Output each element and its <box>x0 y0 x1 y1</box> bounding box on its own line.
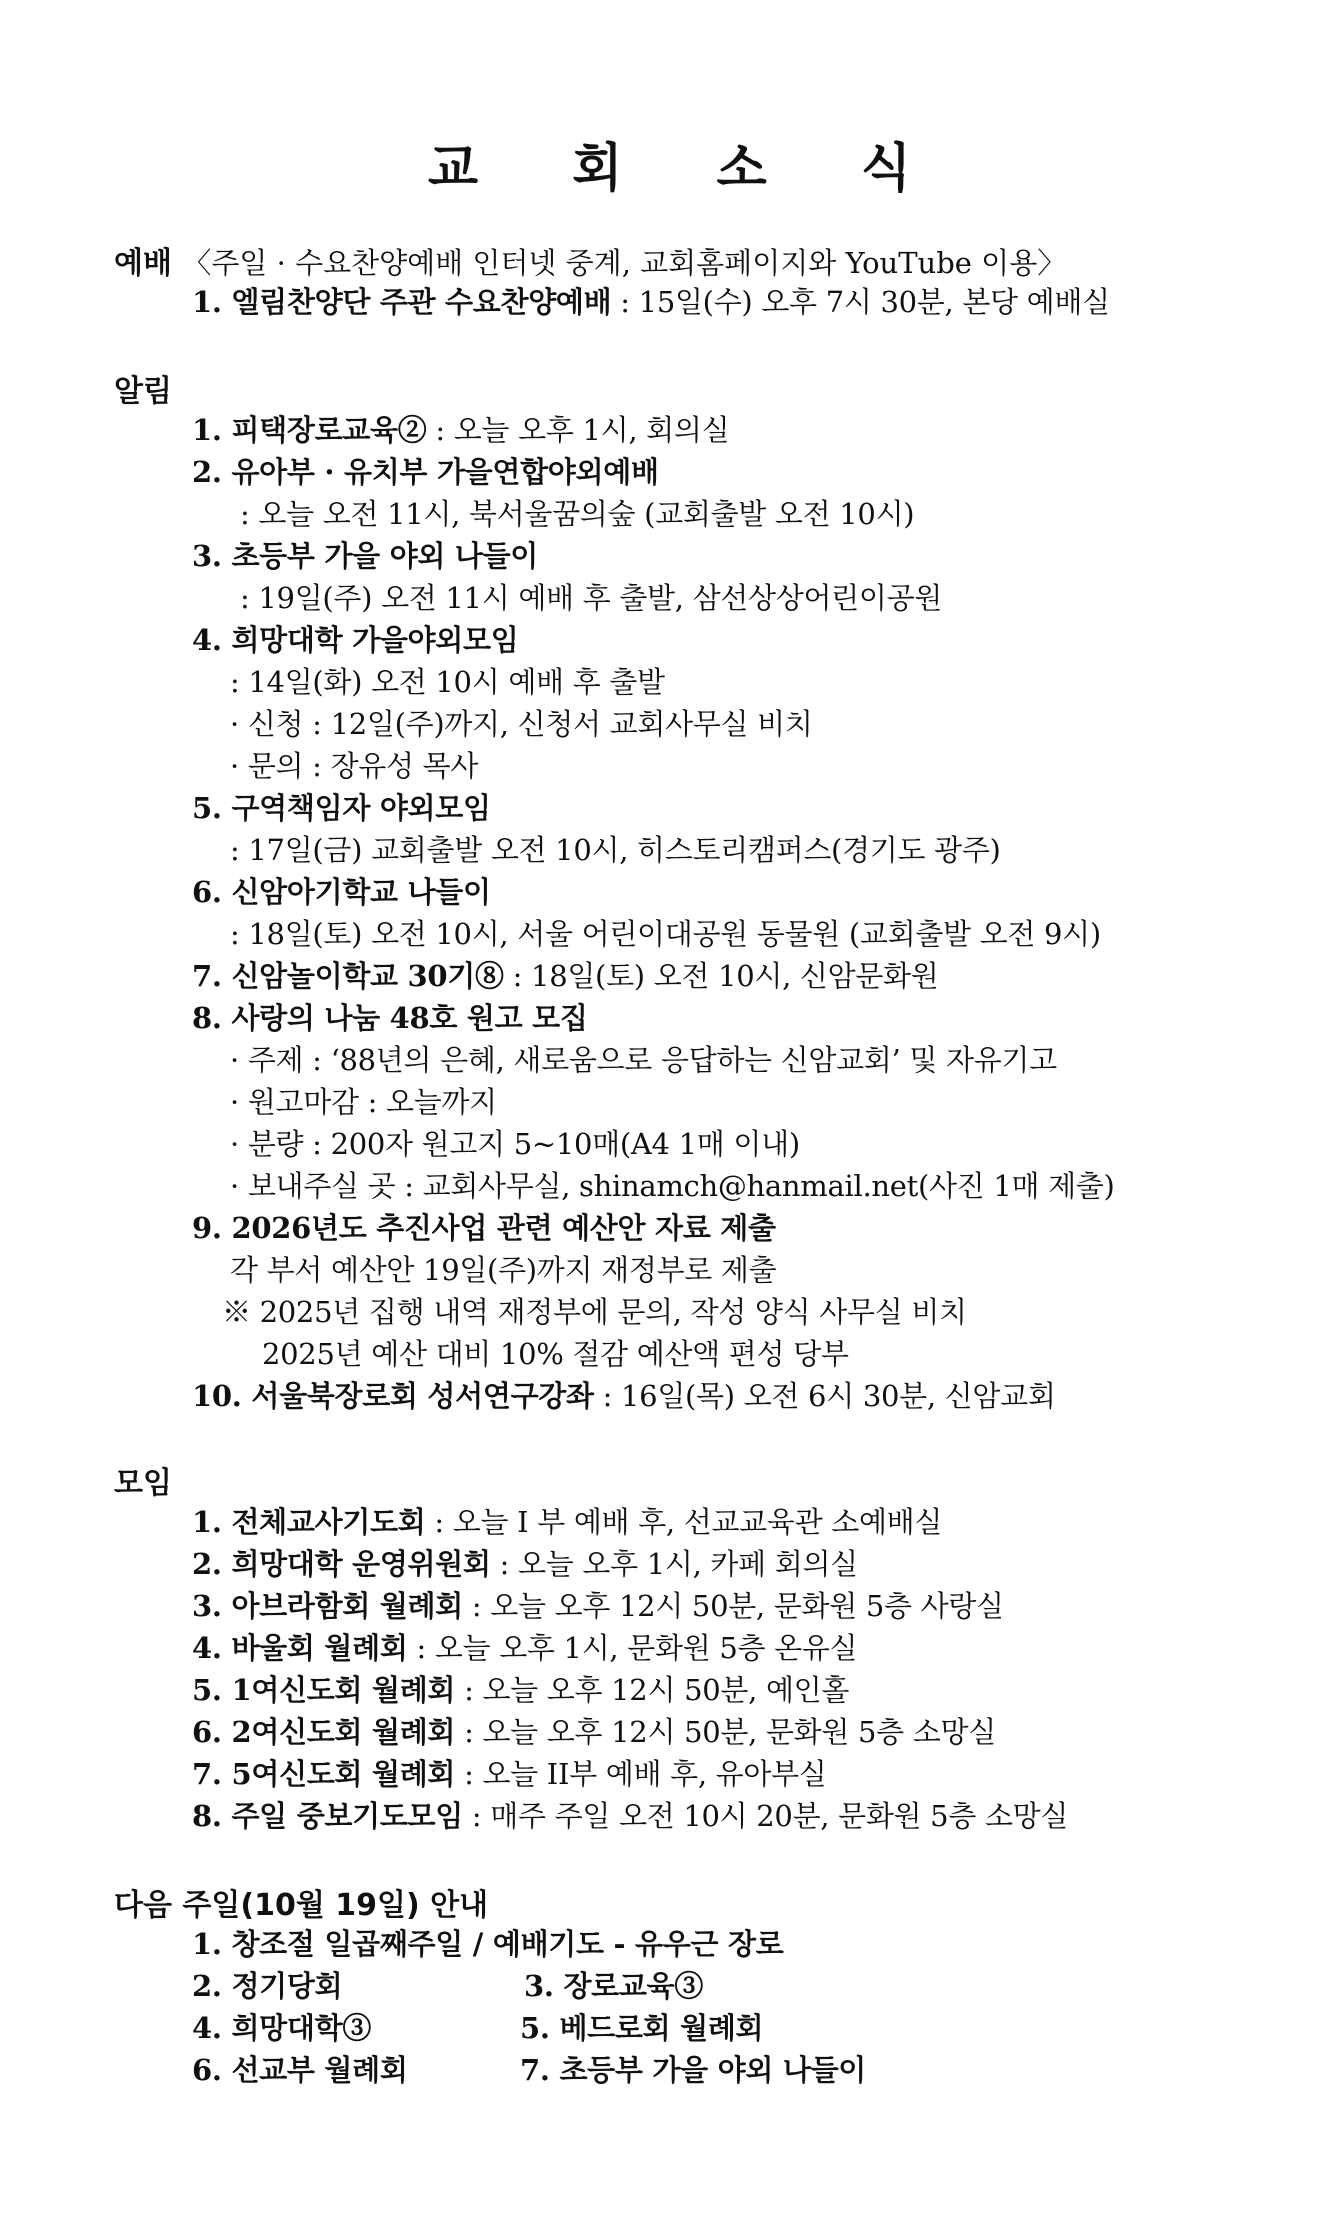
next-sunday-item: 3. 장로교육③ <box>524 1969 704 2003</box>
meeting-text: : 오늘 오후 1시, 카페 회의실 <box>490 1547 858 1581</box>
meeting-line <box>192 1626 857 1667</box>
worship-note: 〈주일 · 수요찬양예배 인터넷 중계, 교회홈페이지와 YouTube 이용〉 <box>182 246 1067 280</box>
meeting-title: 3. 아브라함회 월례회 <box>192 1589 463 1623</box>
notice-title: 10. 서울북장로회 성서연구강좌 <box>192 1379 594 1413</box>
section-meetings-heading: 모임 <box>114 1466 172 1501</box>
notice-text: · 문의 : 장유성 목사 <box>230 749 479 783</box>
notice-text: ※ 2025년 집행 내역 재정부에 문의, 작성 양식 사무실 비치 <box>222 1295 967 1329</box>
notice-detail <box>230 1122 800 1163</box>
notice-detail <box>230 660 665 701</box>
meeting-title: 1. 전체교사기도회 <box>192 1505 426 1539</box>
meeting-line <box>192 1584 1004 1625</box>
notice-text: : 19일(주) 오전 11시 예배 후 출발, 삼선상상어린이공원 <box>240 581 943 615</box>
notice-text: : 18일(토) 오전 10시, 신암문화원 <box>503 959 939 993</box>
notice-text: : 오늘 오후 1시, 회의실 <box>426 413 730 447</box>
meeting-text: : 매주 주일 오전 10시 20분, 문화원 5층 소망실 <box>462 1799 1069 1833</box>
meeting-title: 7. 5여신도회 월례회 <box>192 1757 456 1791</box>
section-worship-heading <box>114 238 1066 282</box>
notice-detail <box>230 744 478 785</box>
meeting-title: 5. 1여신도회 월례회 <box>192 1673 456 1707</box>
notice-line <box>192 870 491 911</box>
meeting-line <box>192 1710 996 1751</box>
notice-line <box>192 954 939 995</box>
notice-text: 2025년 예산 대비 10% 절감 예산액 편성 당부 <box>262 1337 849 1371</box>
page-title: 교 회 소 식 <box>427 139 950 199</box>
next-sunday-item: 1. 창조절 일곱째주일 / 예배기도 - 유우근 장로 <box>192 1927 784 1961</box>
section-notices-heading: 알림 <box>114 374 172 409</box>
notice-text: · 보내주실 곳 : 교회사무실, shinamch@hanmail.net(사진 1매 제출) <box>230 1169 1115 1203</box>
notice-text: · 주제 : ‘88년의 은혜, 새로움으로 응답하는 신암교회’ 및 자유기고 <box>230 1043 1057 1077</box>
notice-detail <box>230 912 1101 953</box>
notice-line <box>192 450 659 491</box>
meeting-text: : 오늘 I 부 예배 후, 선교교육관 소예배실 <box>425 1505 943 1539</box>
meeting-text: : 오늘 오후 1시, 문화원 5층 온유실 <box>407 1631 858 1665</box>
next-sunday-item: 6. 선교부 월례회 <box>192 2053 408 2087</box>
notice-title: 1. 피택장로교육② <box>192 413 427 447</box>
next-sunday-item: 4. 희망대학③ <box>192 2011 372 2045</box>
worship-heading: 예배 <box>114 246 172 281</box>
notice-detail <box>230 1164 1115 1205</box>
worship-item-title: 1. 엘림찬양단 주관 수요찬양예배 <box>192 285 612 319</box>
meeting-title: 8. 주일 중보기도모임 <box>192 1799 463 1833</box>
notice-title: 3. 초등부 가을 야외 나들이 <box>192 539 538 573</box>
notice-text: : 18일(토) 오전 10시, 서울 어린이대공원 동물원 (교회출발 오전 9시) <box>230 917 1101 951</box>
notice-title: 8. 사랑의 나눔 48호 원고 모집 <box>192 1001 588 1035</box>
next-sunday-item: 2. 정기당회 <box>192 1969 343 2003</box>
notice-text: · 분량 : 200자 원고지 5~10매(A4 1매 이내) <box>230 1127 800 1161</box>
notice-line <box>192 996 588 1037</box>
notice-title: 7. 신암놀이학교 30기⑧ <box>192 959 504 993</box>
notice-line <box>192 618 518 659</box>
meeting-line <box>192 1668 849 1709</box>
notice-detail <box>240 576 942 617</box>
meeting-title: 6. 2여신도회 월례회 <box>192 1715 456 1749</box>
notice-line <box>192 1374 1056 1415</box>
notice-detail <box>230 702 813 743</box>
notice-text: · 원고마감 : 오늘까지 <box>230 1085 497 1119</box>
meeting-text: : 오늘 II부 예배 후, 유아부실 <box>455 1757 827 1791</box>
next-sunday-item: 5. 베드로회 월례회 <box>520 2011 764 2045</box>
worship-item-text: : 15일(수) 오후 7시 30분, 본당 예배실 <box>611 285 1110 319</box>
notice-title: 6. 신암아기학교 나들이 <box>192 875 491 909</box>
notice-text: : 16일(목) 오전 6시 30분, 신암교회 <box>593 1379 1056 1413</box>
meeting-line <box>192 1752 827 1793</box>
notice-detail <box>240 492 914 533</box>
notice-detail <box>222 1290 967 1331</box>
notice-title: 2. 유아부 · 유치부 가을연합야외예배 <box>192 455 659 489</box>
notice-detail <box>230 1080 497 1121</box>
notice-detail <box>230 828 1001 869</box>
section-next-sunday-heading: 다음 주일(10월 19일) 안내 <box>114 1888 489 1923</box>
notice-text: : 14일(화) 오전 10시 예배 후 출발 <box>230 665 665 699</box>
meeting-title: 2. 희망대학 운영위원회 <box>192 1547 491 1581</box>
meeting-line <box>192 1542 858 1583</box>
notice-title: 4. 희망대학 가을야외모임 <box>192 623 519 657</box>
meeting-text: : 오늘 오후 12시 50분, 문화원 5층 소망실 <box>455 1715 996 1749</box>
next-sunday-item: 7. 초등부 가을 야외 나들이 <box>520 2053 866 2087</box>
worship-item <box>192 280 1110 321</box>
notice-line <box>192 534 538 575</box>
notice-text: : 17일(금) 교회출발 오전 10시, 히스토리캠퍼스(경기도 광주) <box>230 833 1001 867</box>
notice-detail <box>230 1248 776 1289</box>
notice-detail <box>262 1332 849 1373</box>
notice-detail <box>230 1038 1057 1079</box>
notice-title: 9. 2026년도 추진사업 관련 예산안 자료 제출 <box>192 1211 776 1245</box>
notice-line <box>192 1206 776 1247</box>
notice-title: 5. 구역책임자 야외모임 <box>192 791 491 825</box>
meeting-line <box>192 1500 942 1541</box>
meeting-text: : 오늘 오후 12시 50분, 문화원 5층 사랑실 <box>462 1589 1004 1623</box>
meeting-line <box>192 1794 1068 1835</box>
meeting-title: 4. 바울회 월례회 <box>192 1631 408 1665</box>
notice-line <box>192 786 491 827</box>
notice-text: 각 부서 예산안 19일(주)까지 재정부로 제출 <box>230 1253 777 1287</box>
notice-line <box>192 408 729 449</box>
notice-text: : 오늘 오전 11시, 북서울꿈의숲 (교회출발 오전 10시) <box>240 497 915 531</box>
notice-text: · 신청 : 12일(주)까지, 신청서 교회사무실 비치 <box>230 707 813 741</box>
meeting-text: : 오늘 오후 12시 50분, 예인홀 <box>455 1673 850 1707</box>
